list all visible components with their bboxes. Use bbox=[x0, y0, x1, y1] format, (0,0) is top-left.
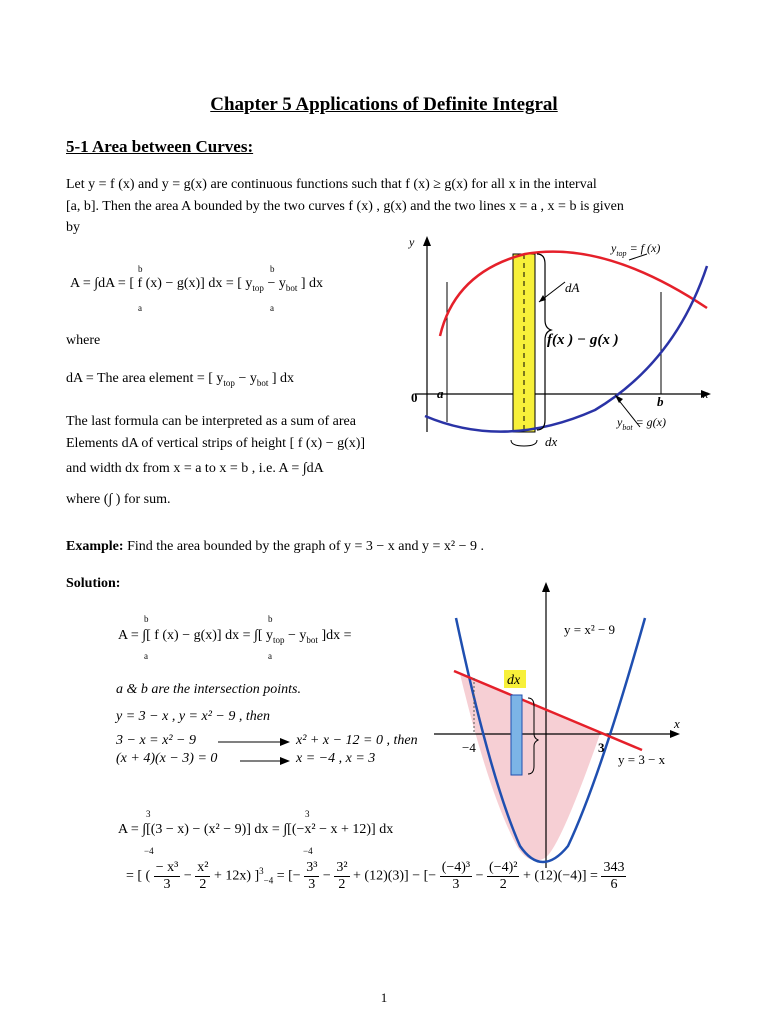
intersection-note: a & b are the intersection points. bbox=[116, 682, 301, 697]
solution-label: Solution: bbox=[66, 576, 121, 591]
limit-upper-1: b bbox=[138, 264, 143, 274]
origin-label: 0 bbox=[411, 390, 418, 405]
sol-limit-lower-1: a bbox=[144, 651, 148, 661]
arrow-1 bbox=[218, 737, 290, 747]
b-label: b bbox=[657, 394, 664, 409]
sol-line-2a: 3 − x = x² − 9 bbox=[116, 733, 196, 748]
dx-label: dx bbox=[545, 434, 558, 449]
sol-line-3a: (x + 4)(x − 3) = 0 bbox=[116, 751, 218, 766]
sol-limit-upper-2: b bbox=[268, 614, 273, 624]
ytop-label: $y_{top} = f$ (x) bbox=[611, 241, 661, 258]
parabola-label: y = x² − 9 bbox=[564, 622, 616, 637]
three-label: 3 bbox=[598, 740, 605, 755]
line-label: y = 3 − x bbox=[618, 752, 666, 767]
final-lower-2: −4 bbox=[303, 846, 313, 856]
area-formula: A = ∫dA = [ f (x) − g(x)] dx = [ $y_{top} - y_{bot}$ ] dx bbox=[70, 276, 324, 293]
area-between-curves-figure bbox=[395, 232, 720, 457]
a-label: a bbox=[437, 386, 444, 401]
ybot-label: $y_{bot} = g(x)$ bbox=[617, 415, 666, 432]
sol-line-3b: x = −4 , x = 3 bbox=[296, 751, 376, 766]
y-axis-label: y bbox=[409, 235, 415, 249]
parabola-line-figure bbox=[420, 578, 700, 878]
height-label: f(x ) − g(x ) bbox=[547, 332, 619, 348]
intro-line-3: by bbox=[66, 220, 80, 235]
limit-lower-1: a bbox=[138, 303, 142, 313]
neg4-label: −4 bbox=[462, 740, 476, 755]
x-axis-label-2: x bbox=[674, 716, 680, 731]
dA-definition: dA = The area element = [ $y_{top} - y_{bot}$ ] dx bbox=[66, 371, 295, 388]
interp-line-2: Elements dA of vertical strips of height [ f (x) − g(x)] bbox=[66, 436, 366, 451]
dA-strip bbox=[513, 254, 535, 432]
limit-upper-2: b bbox=[270, 264, 275, 274]
where-label: where bbox=[66, 333, 101, 348]
sol-limit-lower-2: a bbox=[268, 651, 272, 661]
final-integral: A = ∫[(3 − x) − (x² − 9)] dx = ∫[(−x² − x + 12)] dx bbox=[118, 822, 394, 837]
page-number: 1 bbox=[380, 990, 388, 1005]
final-upper-2: 3 bbox=[305, 809, 310, 819]
solution-formula: A = ∫[ f (x) − g(x)] dx = ∫[ $y_{top} - y_{bot}$ ]dx = bbox=[118, 628, 352, 645]
page-title: Chapter 5 Applications of Definite Integral bbox=[210, 94, 558, 115]
limit-lower-2: a bbox=[270, 303, 274, 313]
section-heading: 5-1 Area between Curves: bbox=[66, 137, 254, 156]
width-brace bbox=[511, 440, 537, 446]
dx-strip bbox=[511, 695, 522, 775]
example-statement: Example: Find the area bounded by the graph of y = 3 − x and y = x² − 9 . bbox=[66, 539, 484, 554]
x-axis-label: x bbox=[703, 387, 709, 401]
final-evaluation: = [ ( $\frac{\text{− x³}}{3}$ − $\frac{\text{x²}}{2}$ + 12x) ]$^3_{-4}$ = [− $\frac{\text{3³}}{3}$ − $\frac{\text{3²}}{2}$ + (12)(3)] − [− $\frac{\text{(−4)³}}{3}$ − $\frac{\text{(−4)²}}{2}$ + (12)(−4)] = $\frac{343}{6}$ bbox=[126, 860, 625, 892]
sol-limit-upper-1: b bbox=[144, 614, 149, 624]
arrow-2 bbox=[240, 756, 290, 766]
intro-line-1: Let y = f (x) and y = g(x) are continuous functions such that f (x) ≥ g(x) for all x in the interval bbox=[66, 177, 597, 192]
dA-label: dA bbox=[565, 280, 580, 295]
dx-label-2: dx bbox=[507, 673, 521, 688]
interp-line-1: The last formula can be interpreted as a sum of area bbox=[66, 414, 356, 429]
sol-line-1: y = 3 − x , y = x² − 9 , then bbox=[116, 709, 270, 724]
interp-line-3: and width dx from x = a to x = b , i.e. A = ∫dA bbox=[66, 461, 324, 476]
final-upper-1: 3 bbox=[146, 809, 151, 819]
intro-line-2: [a, b]. Then the area A bounded by the two curves f (x) , g(x) and the two lines x = a , x = b is given bbox=[66, 199, 624, 214]
sol-line-2b: x² + x − 12 = 0 , then bbox=[296, 733, 418, 748]
final-lower-1: −4 bbox=[144, 846, 154, 856]
interp-line-4: where (∫ ) for sum. bbox=[66, 492, 171, 507]
